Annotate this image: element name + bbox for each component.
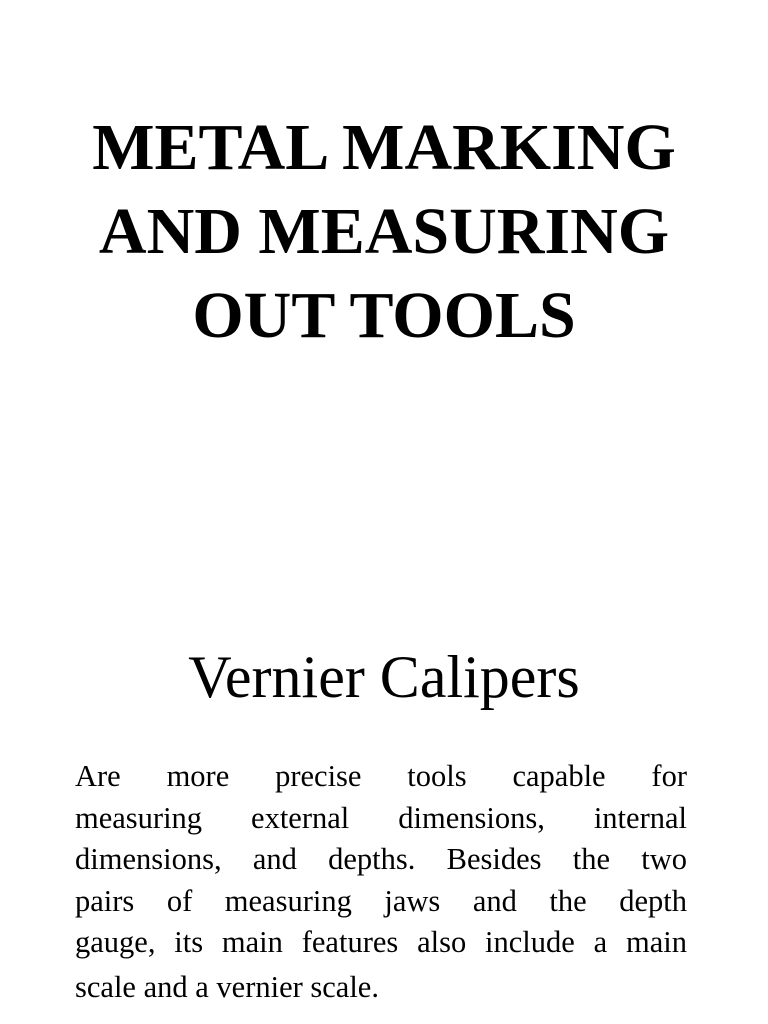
page-title: [30, 106, 738, 358]
body-line-5: gauge, its main features also include a main: [75, 925, 687, 959]
body-paragraph: [75, 756, 687, 1008]
title-line-1: METAL MARKING: [92, 111, 676, 184]
body-line-4: pairs of measuring jaws and the depth: [75, 883, 687, 918]
body-line-2: measuring external dimensions, internal: [75, 800, 687, 835]
title-line-2: AND MEASURING: [98, 195, 670, 268]
body-line-3: dimensions, and depths. Besides the two: [75, 842, 687, 876]
title-line-3: OUT TOOLS: [192, 279, 576, 352]
section-heading: Vernier Calipers: [188, 644, 580, 710]
body-line-1: Are more precise tools capable for: [75, 759, 687, 793]
body-line-6: scale and a vernier scale.: [75, 969, 379, 1004]
